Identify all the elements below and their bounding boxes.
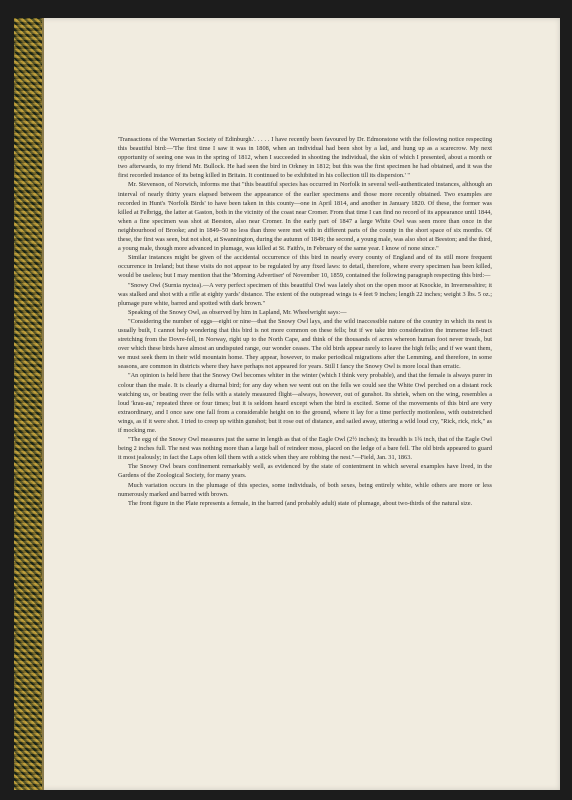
paragraph-8: "The egg of the Snowy Owl measures just the same in length as that of the Eagle Owl (2½ inches); its breadth is 1¾ inch, that of the Eagle Owl being 2 inches full. The nest was nothing more than a large ball of reindeer moss, placed on the ledge of a bare fell. The old birds appeared to guard it most jealously; in fact the Laps often kill them with a stick when they are robbing the nest."—Field, Jan. 31, 1863. (118, 436, 492, 462)
paragraph-9: The Snowy Owl bears confinement remarkably well, as evidenced by the state of contentment in which several examples have lived, in the Gardens of the Zoological Society, for many years. (118, 463, 492, 480)
paragraph-5: Speaking of the Snowy Owl, as observed by him in Lapland, Mr. Wheelwright says:— (128, 308, 347, 316)
marbled-page-edge (14, 18, 44, 790)
paragraph-7: "An opinion is held here that the Snowy Owl becomes whiter in the winter (which I think very probable), and that the female is always purer in colour than the male. It is clearly a diurnal bird; for any day when we went out on the fells we could see the White Owl perched on a distant rock watching us, or beating over the fells with a stately measured flight—always, however, out of gunshot. Its shriek, when on the wing, resembles a loud 'krau-au,' repeated three or four times; but it is seldom heard except when the bird is excited. Some of the movements of this bird are very extraordinary, and I once saw one fall from a considerable height on to the ground, where it lay for a time perfectly motionless, with outstretched wings, as if it were shot. I tried to creep up within gunshot; but it rose out of distance, and sailed away, uttering a wild loud cry, "Rick, rick, rick," as if mocking me. (118, 372, 492, 434)
paragraph-3: Similar instances might be given of the accidental occurrence of this bird in nearly every county of England and of its still more frequent occurrence in Ireland; but these visits do not appear to be regulated by any fixed laws: to detail, therefore, where every specimen has been killed, would be useless; but I may mention that the 'Morning Advertiser' of November 10, 1859, contained the following paragraph respecting this bird:— (118, 254, 492, 280)
paragraph-1: 'Transactions of the Wernerian Society of Edinburgh.'. . . . . I have recently been favoured by Dr. Edmonstone with the following notice respecting this beautiful bird:—'The first time I saw it was in 1808, when an individual had been shot by a lad, and hung up as a scarecrow. My next opportunity of seeing one was in the spring of 1812, when I succeeded in shooting the individual, the skin of which I presented, about a month or two afterwards, to my friend Mr. Bullock. He had seen the bird in Orkney in 1812; but this was the first specimen he had obtained, and it was the first recorded instance of its being killed in Britain. It continued to be exhibited in his collection till its dispersion.' " (118, 136, 492, 180)
paragraph-4: "Snowy Owl (Surnia nyctea).—A very perfect specimen of this beautiful Owl was lately shot on the open moor at Knockie, in Invernesshire; it was stalked and shot with a rifle at eighty yards' distance. The extent of the outspread wings is 4 feet 9 inches; length 22 inches; weight 3 lbs. 5 oz.; plumage pure white, barred and spotted with dark brown." (118, 281, 492, 307)
paragraph-2: Mr. Stevenson, of Norwich, informs me that "this beautiful species has occurred in Norfolk in several well-authenticated instances, although an interval of nearly thirty years elapsed between the appearance of the earlier specimens and those more recently obtained. Two examples are recorded in Hunt's 'Norfolk Birds' to have been taken in this county—one in April 1814, and another in January 1820. Of these, the former was killed at Felbrigg, the latter at Gaston, both in the vicinity of the coast near Cromer. From that time I can find no record of its appearance until 1844, when a fine specimen was shot at Beeston, also near Cromer. In the early part of 1847 a large White Owl was seen more than once in the neighbourhood of Brooke; and in 1849–50 no less than three were met with in different parts of the county in the short space of six months. Of these, the first was seen, but not shot, at Swannington, during the autumn of 1849; the second, a young male, was also shot at Beeston; and the third, a young male, though more advanced in plumage, was killed at St. Faith's, in February of the same year. I know of none since." (118, 181, 492, 253)
article-body (118, 135, 492, 508)
paragraph-11: The front figure in the Plate represents a female, in the barred (and probably adult) state of plumage, about two-thirds of the natural size. (128, 499, 473, 507)
paragraph-6: "Considering the number of eggs—eight or nine—that the Snowy Owl lays, and the wild inaccessible nature of the country in which its nest is usually built, I cannot help wondering that this bird is not more common on these fells; but if we take into consideration the immense fell-tract stretching from the Dovre-fell, in Norway, right up to the North Cape, and think of the thousands of acres whereon human foot never treads, but over which these birds have almost an undisputed range, our wonder ceases. The old birds appear rarely to leave the high fells; and if we want them, we must seek them in their wild mountain home. They appear, however, to make periodical migrations after the Lemming, and therefore, in some seasons, are common in districts where they have perhaps not appeared for years. Still I fancy the Snowy Owl is more local than erratic. (118, 317, 492, 371)
paragraph-10: Much variation occurs in the plumage of this species, some individuals, of both sexes, being entirely white, while others are more or less numerously marked and barred with brown. (118, 481, 492, 498)
